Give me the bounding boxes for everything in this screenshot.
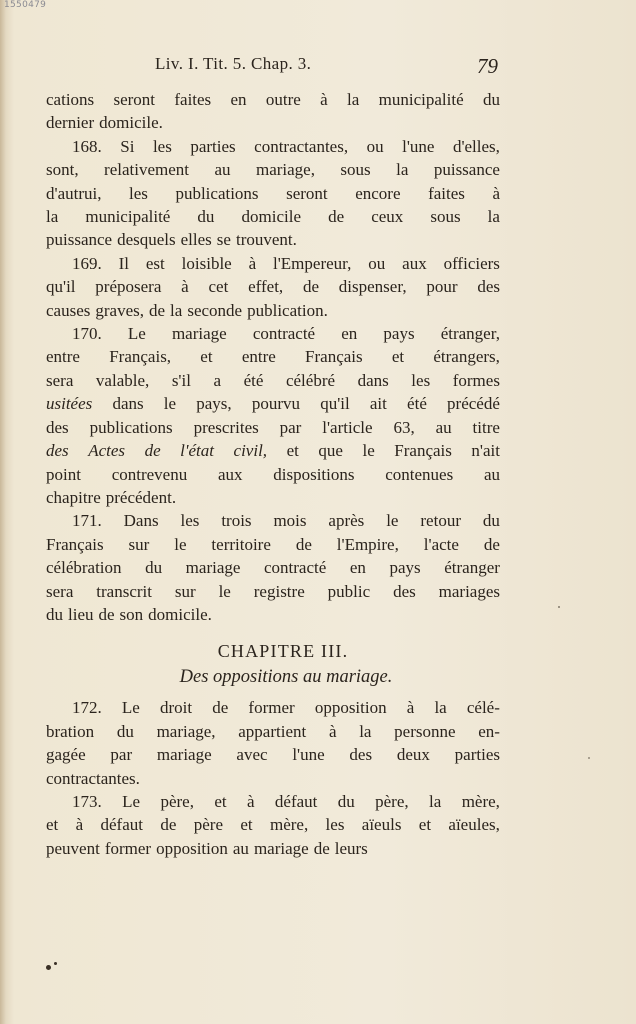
text-line: 173. Le père, et à défaut du père, la mère, [72, 791, 500, 811]
text-line: usitées dans le pays, pourvu qu'il ait été précédé [46, 394, 500, 414]
text-line: peuvent former opposition au mariage de leurs [46, 838, 368, 858]
library-stamp: 1550479 [4, 0, 47, 10]
text-line: sont, relativement au mariage, sous la puissance [46, 160, 500, 180]
text-line: cations seront faites en outre à la municipalité du [46, 90, 500, 109]
text-line: des publications prescrites par l'article 63, au titre [46, 417, 500, 437]
text-line: entre Français, et entre Français et étrangers, [46, 347, 500, 367]
text-line: 170. Le mariage contracté en pays étranger, [72, 324, 500, 344]
chapter-title: CHAPITRE III. [217, 641, 349, 662]
text-line: contractantes. [46, 768, 140, 788]
page-number: 79 [477, 54, 498, 78]
paragraph [46, 696, 500, 790]
text-line: puissance desquels elles se trouvent. [46, 230, 297, 250]
paragraph [46, 135, 500, 252]
paragraph [46, 509, 500, 626]
text-line: célébration du mariage contracté en pays étranger [46, 558, 500, 578]
text-line: dernier domicile. [46, 113, 163, 133]
text-line: Français sur le territoire de l'Empire, l'acte de [46, 534, 500, 554]
text-line: chapitre précédent. [46, 487, 177, 507]
text-line: la municipalité du domicile de ceux sous la [46, 207, 500, 227]
ink-spot [558, 606, 560, 608]
text-line: bration du mariage, appartient à la personne en- [46, 721, 500, 741]
paragraph [46, 322, 500, 509]
paragraph [46, 252, 500, 322]
articles-section-two [46, 696, 500, 860]
running-head [155, 54, 505, 80]
text-line: du lieu de son domicile. [46, 604, 212, 624]
text-line: et à défaut de père et mère, les aïeuls et aïeules, [46, 815, 500, 835]
ink-spot [588, 757, 590, 759]
chapter-subtitle: Des oppositions au mariage. [179, 667, 393, 688]
text-line: point contrevenu aux dispositions contenues au [46, 464, 500, 484]
text-line: des Actes de l'état civil, et que le Français n'ait [46, 441, 500, 461]
text-line: qu'il préposera à cet effet, de dispenser, pour des [46, 277, 500, 297]
text-line: sera valable, s'il a été célébré dans les formes [46, 370, 500, 390]
ink-spot [54, 962, 57, 965]
text-line: gagée par mariage avec l'une des deux parties [46, 745, 500, 765]
paragraph [46, 790, 500, 860]
articles-section-one [46, 88, 500, 626]
text-line: 169. Il est loisible à l'Empereur, ou aux officiers [72, 253, 500, 273]
running-head-title: Liv. I. Tit. 5. Chap. 3. [155, 54, 312, 73]
body-text [46, 88, 500, 860]
text-line: 171. Dans les trois mois après le retour du [72, 511, 500, 531]
paragraph [46, 88, 500, 135]
ink-spot [46, 965, 51, 970]
text-line: 172. Le droit de former opposition à la célé- [72, 698, 500, 718]
text-line: 168. Si les parties contractantes, ou l'une d'elles, [72, 136, 500, 156]
text-line: causes graves, de la seconde publication. [46, 300, 328, 320]
text-line: d'autrui, les publications seront encore faites à [46, 183, 500, 203]
text-line: sera transcrit sur le registre public des mariages [46, 581, 500, 601]
